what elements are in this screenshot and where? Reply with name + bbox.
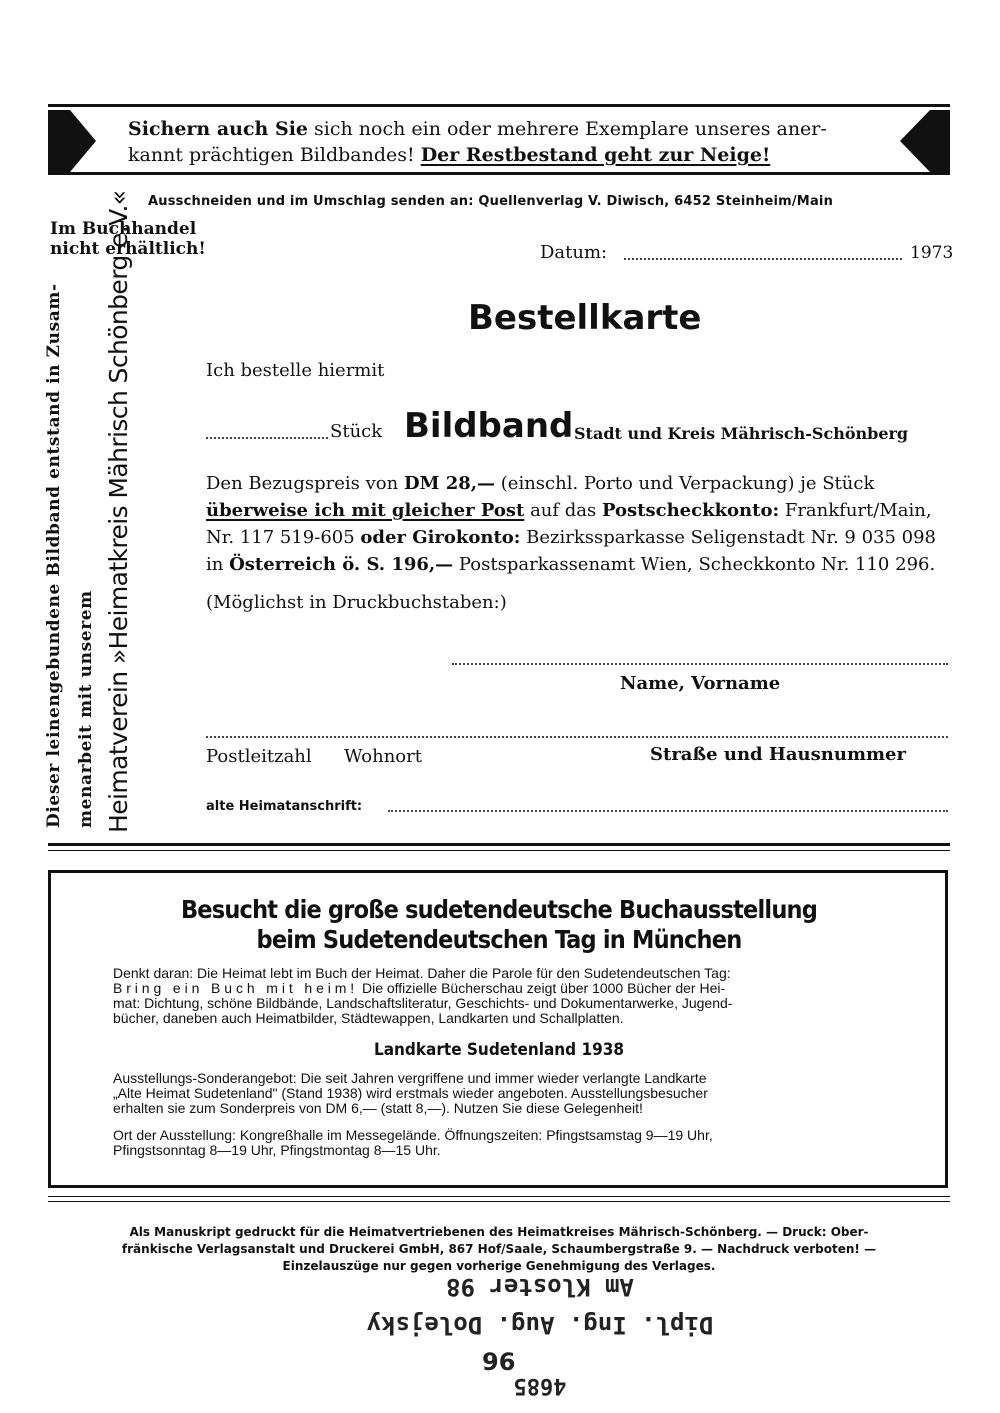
owner-stamp xyxy=(320,1262,760,1402)
payment-austria: Österreich ö. S. 196,— xyxy=(229,554,454,575)
payment-postal-account: Postscheckkonto: xyxy=(602,500,780,521)
payment-l2b: auf das xyxy=(524,500,602,521)
divider-thick xyxy=(48,843,950,846)
town-label: Wohnort xyxy=(344,746,422,767)
exhibition-paragraph1 xyxy=(113,966,890,1026)
payment-l3a: Nr. 117 519-605 xyxy=(206,527,361,548)
banner-line2: kannt prächtigen Bildbandes! xyxy=(128,144,421,166)
stamp-address: Am Kloster 98 xyxy=(446,1273,634,1301)
banner-text xyxy=(128,116,888,168)
street-label: Straße und Hausnummer xyxy=(650,744,906,765)
banner-line1: sich noch ein oder mehrere Exemplare unseres aner- xyxy=(308,118,827,140)
payment-l2d: Frankfurt/Main, xyxy=(779,500,932,521)
exhibition-paragraph3 xyxy=(113,1128,890,1158)
side-note-line1: Dieser leinengebundene Bildband entstand in Zusam- xyxy=(44,283,64,828)
handwritten-number: 96 xyxy=(482,1348,516,1376)
para3-line: Ort der Ausstellung: Kongreßhalle im Messegelände. Öffnungszeiten: Pfingstsamstag 9—19 Uhr, xyxy=(113,1127,713,1143)
map-heading: Landkarte Sudetenland 1938 xyxy=(373,1040,625,1060)
not-in-trade-line1: Im Buchhandel xyxy=(50,219,197,239)
address-field[interactable] xyxy=(206,736,948,738)
block-letters-note: (Möglichst in Druckbuchstaben:) xyxy=(206,592,507,613)
payment-l1c: (einschl. Porto und Verpackung) je Stück xyxy=(495,473,875,494)
stamp-number: 4685 xyxy=(513,1373,567,1398)
para2-line: Ausstellungs-Sonderangebot: Die seit Jahren vergriffene und immer wieder verlangte Landkarte xyxy=(113,1070,707,1086)
left-arrow-icon xyxy=(48,110,96,172)
divider-bottom-1 xyxy=(48,1196,950,1197)
not-in-trade-line2: nicht erhältlich! xyxy=(50,239,206,259)
imprint-line1: Als Manuskript gedruckt für die Heimatvertriebenen des Heimatkreises Mährisch-Schönberg. — Druck: Ober- xyxy=(129,1225,869,1239)
banner-stock-notice: Der Restbestand geht zur Neige! xyxy=(420,144,771,166)
para2-line: erhalten sie zum Sonderpreis von DM 6,— (statt 8,—). Nutzen Sie diese Gelegenheit! xyxy=(113,1100,643,1116)
para3-line: Pfingstsonntag 8—19 Uhr, Pfingstmontag 8—15 Uhr. xyxy=(113,1142,441,1158)
payment-l1a: Den Bezugspreis von xyxy=(206,473,404,494)
order-intro: Ich bestelle hiermit xyxy=(206,360,385,381)
side-note-line2: menarbeit mit unserem xyxy=(76,590,96,828)
para1-line: B r i n g e i n B u c h m i t h e i m ! Die offizielle Bücherschau zeigt über 1000 Bücher der Hei- xyxy=(113,980,726,996)
stamp-name: Dipl. Ing. Aug. Dolejsky xyxy=(366,1311,714,1339)
old-address-label: alte Heimatanschrift: xyxy=(206,799,363,814)
product-name: Bildband xyxy=(404,406,574,446)
payment-giro: oder Girokonto: xyxy=(360,527,521,548)
date-field[interactable] xyxy=(624,258,902,260)
exhibition-paragraph2 xyxy=(113,1071,890,1116)
para1-line: Denkt daran: Die Heimat lebt im Buch der Heimat. Daher die Parole für den Sudetendeutschen Tag: xyxy=(113,965,731,981)
divider-bottom-2 xyxy=(48,1201,950,1202)
payment-text xyxy=(206,470,936,578)
divider-thin xyxy=(48,850,950,851)
payment-transfer-note: überweise ich mit gleicher Post xyxy=(206,500,525,521)
para2-line: „Alte Heimat Sudetenland" (Stand 1938) wird erstmals wieder angeboten. Ausstellungsbesucher xyxy=(113,1085,708,1101)
payment-l3c: Bezirkssparkasse Seligenstadt Nr. 9 035 098 xyxy=(520,527,936,548)
product-subtitle: Stadt und Kreis Mährisch-Schönberg xyxy=(574,424,909,443)
exhibition-heading-line2: beim Sudetendeutschen Tag in München xyxy=(256,925,742,954)
imprint-line3: Einzelauszüge nur gegen vorherige Genehmigung des Verlages. xyxy=(282,1259,716,1273)
quantity-label: Stück xyxy=(330,421,383,442)
payment-l4c: Postsparkassenamt Wien, Scheckkonto Nr. 110 296. xyxy=(453,554,936,575)
payment-l4a: in xyxy=(206,554,230,575)
form-title: Bestellkarte xyxy=(468,298,702,338)
date-label: Datum: xyxy=(540,242,608,263)
para1-line: mat: Dichtung, schöne Bildbände, Landschaftsliteratur, Geschichts- und Dokumentarwerke, Jugend- xyxy=(113,995,733,1011)
name-label: Name, Vorname xyxy=(620,673,781,694)
name-field[interactable] xyxy=(452,663,948,665)
side-note-line3: Heimatverein »Heimatkreis Mährisch Schönberg e.V.« xyxy=(104,190,133,833)
quantity-field[interactable] xyxy=(206,437,328,439)
exhibition-heading xyxy=(48,895,950,955)
postal-code-label: Postleitzahl xyxy=(206,746,312,767)
payment-price: DM 28,— xyxy=(403,473,496,494)
old-address-field[interactable] xyxy=(388,810,948,812)
cut-instruction: Ausschneiden und im Umschlag senden an: Quellenverlag V. Diwisch, 6452 Steinheim/Main xyxy=(148,194,834,209)
date-year: 1973 xyxy=(910,243,954,263)
para1-line: bücher, daneben auch Heimatbilder, Städtewappen, Landkarten und Schallplatten. xyxy=(113,1010,624,1026)
banner-emphasis: Sichern auch Sie xyxy=(128,118,308,140)
imprint-line2: fränkische Verlagsanstalt und Druckerei GmbH, 867 Hof/Saale, Schaumbergstraße 9. — Nachdruck verboten! — xyxy=(121,1242,877,1256)
exhibition-heading-line1: Besucht die große sudetendeutsche Buchausstellung xyxy=(180,895,818,924)
right-arrow-icon xyxy=(900,110,950,172)
